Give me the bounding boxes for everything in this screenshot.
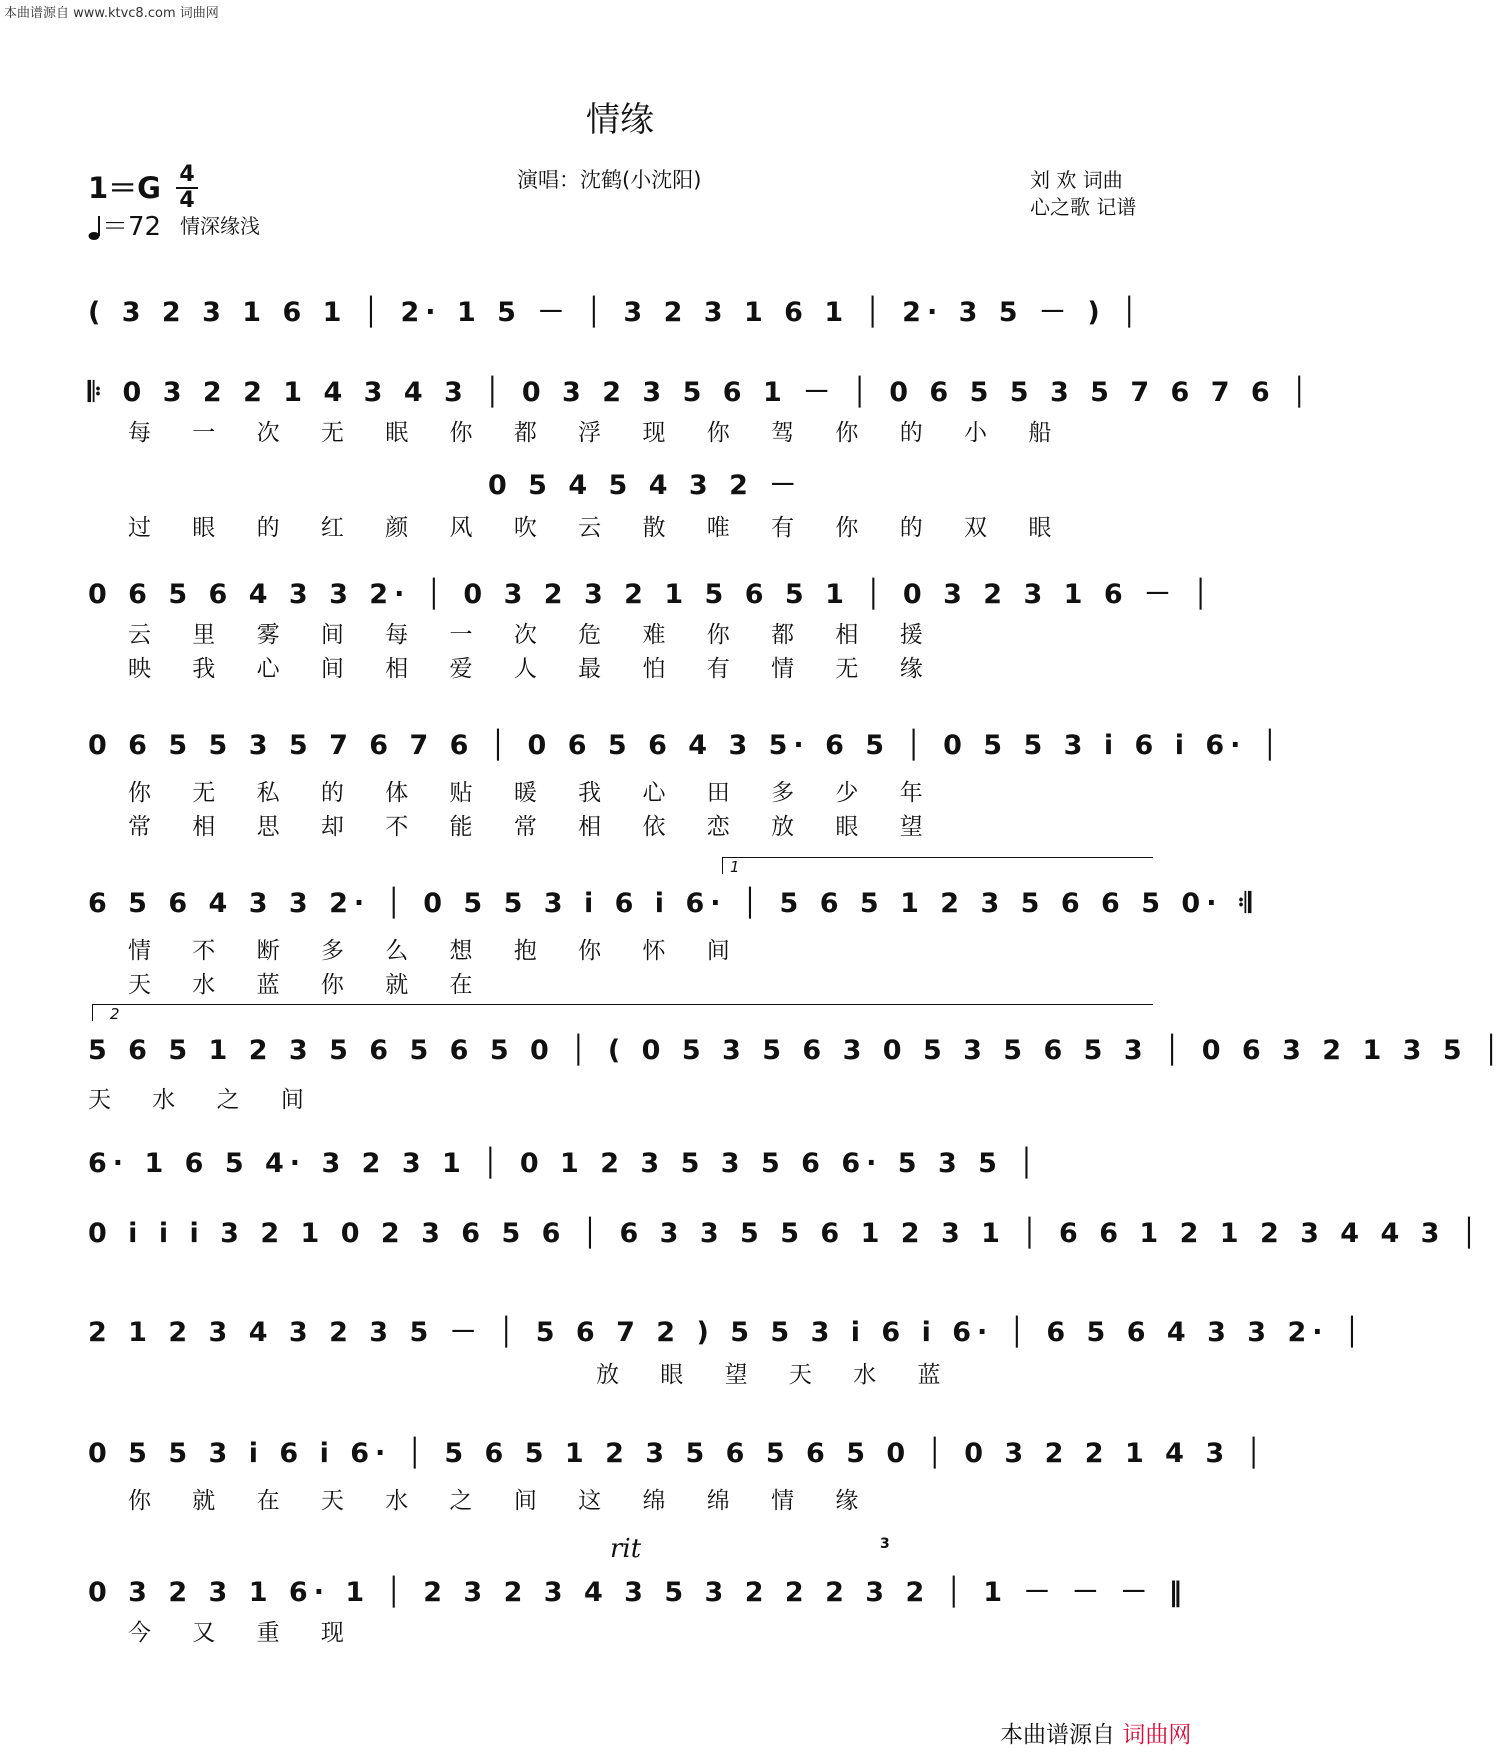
lyric-line: 每 一 次 无 眠 你 都 浮 现 你 驾 你 的 小 船 xyxy=(128,420,1060,446)
lyric-line: 情 不 断 多 么 想 抱 你 怀 间 xyxy=(128,938,738,964)
system-5 xyxy=(88,730,1285,840)
mood-marking: 情深缘浅 xyxy=(180,214,260,238)
system-notes: 2 1 2 3 4 3 2 3 5 － │ 5 6 7 2 ) 5 5 3 i 6 i 6· │ 6 5 6 4 3 3 2· │ xyxy=(88,1317,1367,1348)
tempo-value: ＝72 xyxy=(102,212,162,242)
system-notes: 5 6 5 1 2 3 5 6 5 6 5 0 │ ( 0 5 3 5 6 3 0 5 3 5 6 5 3 │ 0 6 3 2 1 3 5 │ xyxy=(88,1035,1505,1066)
lyric-line: 天 水 蓝 你 就 在 xyxy=(128,972,481,998)
system-12 xyxy=(88,1570,1189,1650)
lyric-line: 你 就 在 天 水 之 间 这 绵 绵 情 缘 xyxy=(128,1488,867,1514)
system-notes: 0 3 2 3 1 6· 1 │ 2 3 2 3 4 3 5 3 2 2 2 3 2 │ 1 － － － ‖ xyxy=(88,1577,1189,1608)
system-notes: 0 5 4 5 4 3 2 － xyxy=(488,470,803,501)
system-9 xyxy=(88,1218,1484,1278)
rit-marking: rit xyxy=(610,1534,642,1564)
ending-1-marker: 1 xyxy=(730,858,740,876)
song-title: 情缘 xyxy=(586,100,654,140)
triplet-marker: 3 xyxy=(880,1536,890,1552)
source-watermark-bottom xyxy=(1000,1716,1191,1749)
lyric-line: 过 眼 的 红 颜 风 吹 云 散 唯 有 你 的 双 眼 xyxy=(128,515,1060,541)
system-11 xyxy=(88,1438,1268,1518)
system-2 xyxy=(88,370,1314,450)
system-7 xyxy=(88,1035,1505,1115)
time-signature-bottom: 4 xyxy=(179,188,195,213)
system-6 xyxy=(88,888,1257,998)
source-watermark-top: 本曲谱源自 www.ktvc8.com 词曲网 xyxy=(4,6,219,21)
system-notes: 0 6 5 6 4 3 3 2· │ 0 3 2 3 2 1 5 6 5 1 │ 0 3 2 3 1 6 － │ xyxy=(88,579,1215,610)
lyric-line: 今 又 重 现 xyxy=(128,1620,352,1646)
tempo-marking xyxy=(88,206,161,243)
system-notes: ( 3 2 3 1 6 1 │ 2· 1 5 － │ 3 2 3 1 6 1 │ 2· 3 5 － ) │ xyxy=(88,297,1144,328)
lyric-line: 映 我 心 间 相 爱 人 最 怕 有 情 无 缘 xyxy=(128,656,931,682)
time-signature xyxy=(176,164,198,212)
lyric-line: 放 眼 望 天 水 蓝 xyxy=(596,1362,949,1388)
system-notes: 6· 1 6 5 4· 3 2 3 1 │ 0 1 2 3 5 3 5 6 6· 5 3 5 │ xyxy=(88,1148,1041,1179)
singer-credit: 演唱：沈鹤(小沈阳) xyxy=(517,168,702,192)
time-signature-top: 4 xyxy=(179,162,195,187)
watermark-left-text: 本曲谱源自 xyxy=(1000,1722,1115,1748)
transcriber-credit: 心之歌 记谱 xyxy=(1030,195,1137,219)
lyric-line: 你 无 私 的 体 贴 暖 我 心 田 多 少 年 xyxy=(128,780,931,806)
lyrics-music-credit: 刘 欢 词曲 xyxy=(1030,168,1123,192)
system-8 xyxy=(88,1148,1152,1208)
system-notes: 0 5 5 3 i 6 i 6· │ 5 6 5 1 2 3 5 6 5 6 5 0 │ 0 3 2 2 1 4 3 │ xyxy=(88,1438,1268,1469)
quarter-note-icon xyxy=(88,212,102,242)
system-10 xyxy=(88,1310,1367,1390)
ending-1-bracket xyxy=(722,857,1153,874)
system-1 xyxy=(88,290,1152,350)
ending-2-bracket xyxy=(92,1004,1153,1021)
lyric-line: 天 水 之 间 xyxy=(88,1087,312,1113)
lyric-line: 常 相 思 却 不 能 常 相 依 恋 放 眼 望 xyxy=(128,814,931,840)
system-4 xyxy=(88,572,1215,682)
system-notes: 6 5 6 4 3 3 2· │ 0 5 5 3 i 6 i 6· │ 5 6 5 1 2 3 5 6 6 5 0· 𝄇 xyxy=(88,888,1257,919)
ending-2-marker: 2 xyxy=(110,1005,120,1023)
system-3 xyxy=(88,463,1152,543)
lyric-line: 云 里 雾 间 每 一 次 危 难 你 都 相 援 xyxy=(128,622,931,648)
key-signature: 1＝G xyxy=(88,171,161,205)
system-notes: 0 6 5 5 3 5 7 6 7 6 │ 0 6 5 6 4 3 5· 6 5 │ 0 5 5 3 i 6 i 6· │ xyxy=(88,730,1285,761)
system-notes: 𝄆 0 3 2 2 1 4 3 4 3 │ 0 3 2 3 5 6 1 － │ 0 6 5 5 3 5 7 6 7 6 │ xyxy=(88,377,1314,408)
watermark-right-text: 词曲网 xyxy=(1122,1722,1192,1748)
system-notes: 0 i i i 3 2 1 0 2 3 6 5 6 │ 6 3 3 5 5 6 1 2 3 1 │ 6 6 1 2 1 2 3 4 4 3 │ xyxy=(88,1218,1484,1249)
